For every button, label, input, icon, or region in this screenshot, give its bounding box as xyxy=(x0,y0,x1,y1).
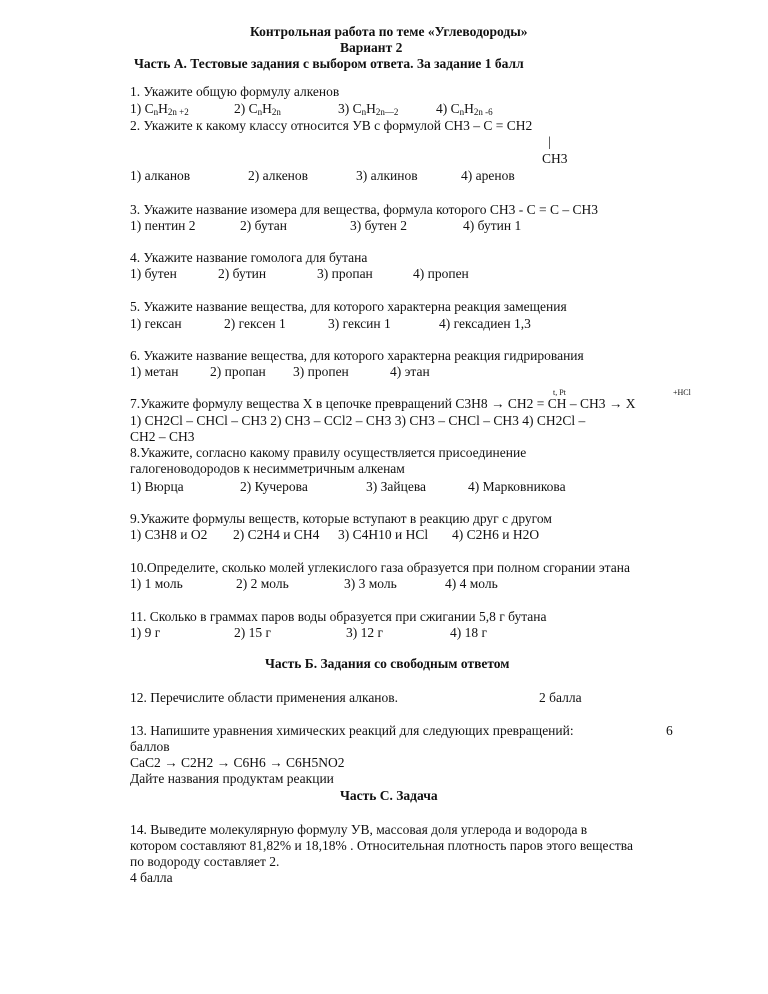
q9-option-2: 2) C2H4 и CH4 xyxy=(233,527,320,542)
q2-option-3: 3) алкинов xyxy=(356,168,418,183)
q5-option-1: 1) гексан xyxy=(130,316,182,331)
question-9-options xyxy=(130,527,690,545)
q5-option-2: 2) гексен 1 xyxy=(224,316,286,331)
question-11-options xyxy=(130,625,690,643)
question-14-line-3: по водороду составляет 2. xyxy=(130,854,280,869)
question-9-text: 9.Укажите формулы веществ, которые вступают в реакцию друг с другом xyxy=(130,511,552,526)
question-5-text: 5. Укажите название вещества, для которого характерна реакция замещения xyxy=(130,299,567,314)
q3-option-2: 2) бутан xyxy=(240,218,288,233)
q9-option-1: 1) C3H8 и O2 xyxy=(130,527,208,542)
q5-option-4: 4) гексадиен 1,3 xyxy=(439,316,531,331)
q1-option-1: 1) $C_nH_{2n +2}$ xyxy=(130,101,189,117)
q4-option-1: 1) бутен xyxy=(130,266,177,281)
question-8-text-line-1: 8.Укажите, согласно какому правилу осуществляется присоединение xyxy=(130,445,527,460)
q7-condition-catalyst: t, Pt xyxy=(553,388,566,397)
q10-option-4: 4) 4 моль xyxy=(445,576,498,591)
q2-option-4: 4) аренов xyxy=(461,168,515,183)
q10-option-3: 3) 3 моль xyxy=(344,576,397,591)
q1-option-3: 3) $C_nH_{2n—2}$ xyxy=(338,101,399,117)
q11-option-1: 1) 9 г xyxy=(130,625,161,640)
q3-option-4: 4) бутин 1 xyxy=(463,218,522,233)
part-b-heading: Часть Б. Задания со свободным ответом xyxy=(265,656,510,671)
question-10-options xyxy=(130,576,690,594)
question-6-options xyxy=(130,364,690,382)
q10-option-1: 1) 1 моль xyxy=(130,576,183,591)
q6-option-3: 3) пропен xyxy=(293,364,349,379)
q1-option-4: 4) $C_nH_{2n -6}$ xyxy=(436,101,493,117)
question-4-options xyxy=(130,266,690,284)
question-14-line-2: котором составляют 81,82% и 18,18% . Относительная плотность паров этого вещества xyxy=(130,838,633,853)
q7-condition-hcl: +HCl xyxy=(673,388,691,397)
question-1-text: 1. Укажите общую формулу алкенов xyxy=(130,84,340,99)
question-2-options xyxy=(130,168,690,186)
q4-option-3: 3) пропан xyxy=(317,266,373,281)
question-4-text: 4. Укажите название гомолога для бутана xyxy=(130,250,368,265)
question-13-points-unit: баллов xyxy=(130,739,170,754)
question-8-options xyxy=(130,479,690,497)
question-13-note: Дайте названия продуктам реакции xyxy=(130,771,334,786)
q9-option-4: 4) C2H6 и H2O xyxy=(452,527,540,542)
part-a-heading: Часть А. Тестовые задания с выбором ответа. За задание 1 балл xyxy=(134,56,524,71)
q4-option-4: 4) пропен xyxy=(413,266,469,281)
q11-option-4: 4) 18 г xyxy=(450,625,488,640)
question-11-text: 11. Сколько в граммах паров воды образуется при сжигании 5,8 г бутана xyxy=(130,609,547,624)
question-1-options xyxy=(130,101,690,119)
variant-label: Вариант 2 xyxy=(340,40,403,55)
q2-bond-bar: | xyxy=(548,134,551,149)
q8-option-3: 3) Зайцева xyxy=(366,479,427,494)
q6-option-4: 4) этан xyxy=(390,364,430,379)
question-3-options xyxy=(130,218,690,236)
q9-option-3: 3) C4H10 и HCl xyxy=(338,527,429,542)
q2-option-2: 2) алкенов xyxy=(248,168,309,183)
question-13-text: 13. Напишите уравнения химических реакций для следующих превращений: xyxy=(130,723,574,738)
question-12-points: 2 балла xyxy=(539,690,582,705)
question-14-line-1: 14. Выведите молекулярную формулу УВ, массовая доля углерода и водорода в xyxy=(130,822,588,837)
q3-option-3: 3) бутен 2 xyxy=(350,218,407,233)
question-2-text: 2. Укажите к какому классу относится УВ с формулой CH3 – C = CH2 xyxy=(130,118,533,133)
q8-option-1: 1) Вюрца xyxy=(130,479,184,494)
question-5-options xyxy=(130,316,690,334)
q6-option-2: 2) пропан xyxy=(210,364,266,379)
question-8-text-line-2: галогеноводородов к несимметричным алкенам xyxy=(130,461,405,476)
q8-option-2: 2) Кучерова xyxy=(240,479,308,494)
question-7-options: 1) CH2Cl – CHCl – CH3 2) CH3 – CCl2 – CH3 3) CH3 – CHCl – CH3 4) CH2Cl – xyxy=(130,413,586,428)
q6-option-1: 1) метан xyxy=(130,364,179,379)
question-14-points: 4 балла xyxy=(130,870,173,885)
q4-option-2: 2) бутин xyxy=(218,266,267,281)
q11-option-3: 3) 12 г xyxy=(346,625,384,640)
q2-option-1: 1) алканов xyxy=(130,168,191,183)
question-3-text: 3. Укажите название изомера для вещества, формула которого CH3 - C = C – CH3 xyxy=(130,202,598,217)
question-10-text: 10.Определите, сколько молей углекислого газа образуется при полном сгорании этана xyxy=(130,560,630,575)
question-12-text: 12. Перечислите области применения алканов. xyxy=(130,690,399,705)
q10-option-2: 2) 2 моль xyxy=(236,576,289,591)
q11-option-2: 2) 15 г xyxy=(234,625,272,640)
q2-ch3-group: CH3 xyxy=(542,151,568,166)
q5-option-3: 3) гексин 1 xyxy=(328,316,391,331)
question-7-text: 7.Укажите формулу вещества X в цепочке превращений C3H8 → CH2 = CH – CH3 → X xyxy=(130,396,636,411)
question-6-text: 6. Укажите название вещества, для которого характерна реакция гидрирования xyxy=(130,348,584,363)
part-c-heading: Часть С. Задача xyxy=(340,788,438,803)
document-title: Контрольная работа по теме «Углеводороды» xyxy=(250,24,528,39)
q3-option-1: 1) пентин 2 xyxy=(130,218,196,233)
question-13-points: 6 xyxy=(666,723,673,738)
q8-option-4: 4) Марковникова xyxy=(468,479,566,494)
q1-option-2: 2) $C_nH_{2n}$ xyxy=(234,101,281,117)
question-7-options-continued: CH2 – CH3 xyxy=(130,429,195,444)
question-13-chain: CaC2 → C2H2 → C6H6 → C6H5NO2 xyxy=(130,755,345,770)
